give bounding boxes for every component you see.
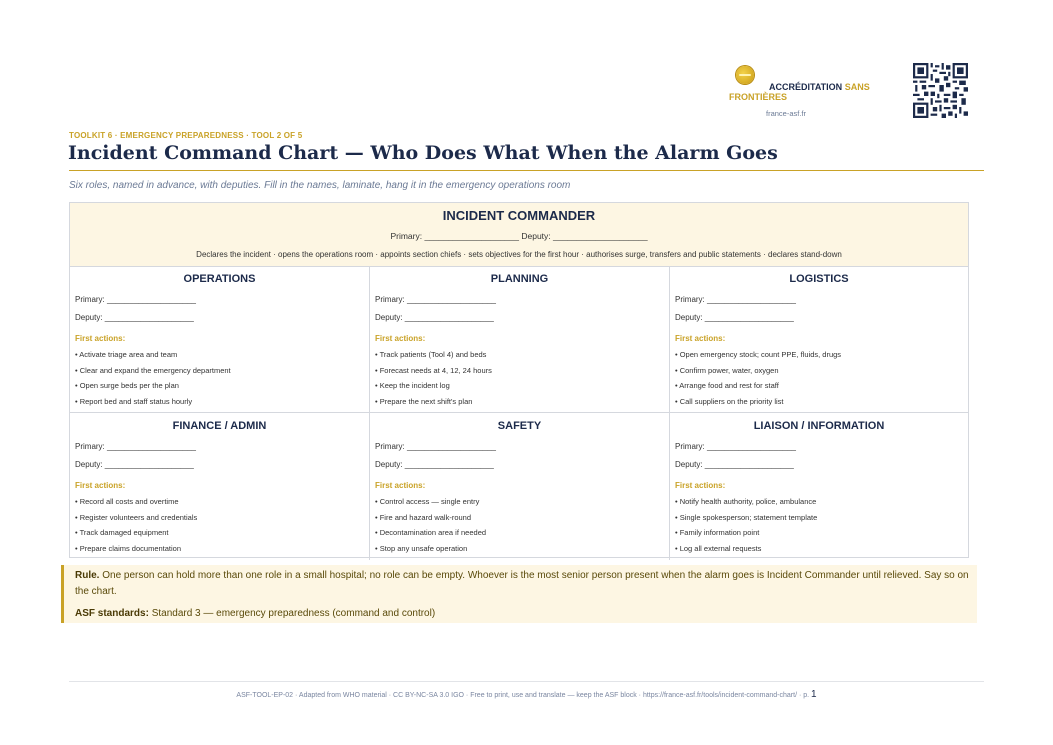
first-actions-label: First actions:: [375, 481, 426, 490]
action-item: • Activate triage area and team: [75, 350, 178, 359]
action-item: • Keep the incident log: [375, 381, 450, 390]
first-actions-label: First actions:: [375, 334, 426, 343]
primary-field: Primary: ____________________: [375, 442, 496, 451]
brand-name: [729, 82, 879, 102]
role-title: SAFETY: [497, 420, 542, 432]
page-title: Incident Command Chart — Who Does What When the Alarm Goes: [68, 142, 778, 164]
action-item: • Forecast needs at 4, 12, 24 hours: [375, 365, 492, 375]
action-item: • Open surge beds per the plan: [75, 381, 179, 390]
action-item: • Call suppliers on the priority list: [675, 396, 784, 406]
standards-text: Standard 3 — emergency preparedness (command and control): [151, 608, 436, 619]
action-item: • Prepare the next shift's plan: [375, 396, 473, 406]
standards-label: ASF standards:: [75, 608, 149, 619]
action-item: • Notify health authority, police, ambulance: [675, 497, 817, 506]
actions-list: [75, 497, 197, 559]
actions-list: [375, 497, 486, 559]
role-card-liaison-information: [670, 413, 968, 560]
deputy-field: Deputy: ____________________: [75, 460, 194, 469]
action-item: • Record all costs and overtime: [75, 497, 179, 506]
first-actions-label: First actions:: [75, 334, 126, 343]
action-item: • Track patients (Tool 4) and beds: [375, 350, 487, 359]
role-card-logistics: [670, 266, 968, 413]
primary-field: Primary: ____________________: [675, 442, 796, 451]
rule-paragraph: [75, 568, 975, 600]
qr-code-icon: [913, 63, 968, 118]
incident-commander-duties: Declares the incident · opens the operations room · appoints section chiefs · sets objectives for the first hour · authorises surge, transfers and public statements · declares stand-down: [196, 250, 842, 259]
role-title: LOGISTICS: [789, 273, 849, 285]
standards-paragraph: [75, 608, 435, 619]
action-item: • Register volunteers and credentials: [75, 512, 198, 522]
primary-field: Primary: ____________________: [75, 442, 196, 451]
rule-text: One person can hold more than one role in a small hospital; no role can be empty. Whoever is the most senior person present when the alarm goes is Incident Commander until relieved. Say so on the chart.: [75, 570, 969, 597]
deputy-field: Deputy: ____________________: [375, 313, 494, 322]
action-item: • Stop any unsafe operation: [375, 543, 468, 553]
deputy-field: Deputy: ____________________: [375, 460, 494, 469]
rule-label: Rule.: [75, 570, 100, 581]
deputy-field: Deputy: ____________________: [675, 313, 794, 322]
first-actions-label: First actions:: [75, 481, 126, 490]
brand-url: france-asf.fr: [766, 109, 807, 118]
role-title: OPERATIONS: [183, 273, 256, 285]
deputy-field: Deputy: ____________________: [675, 460, 794, 469]
first-actions-label: First actions:: [675, 334, 726, 343]
role-title: FINANCE / ADMIN: [172, 420, 267, 432]
footer: [0, 689, 1053, 700]
primary-field: Primary: ____________________: [75, 295, 196, 304]
action-item: • Confirm power, water, oxygen: [675, 365, 779, 375]
action-item: • Decontamination area if needed: [375, 528, 487, 537]
brand-name-part1: ACCRÉDITATION: [769, 82, 843, 92]
footer-divider: [69, 681, 984, 682]
title-divider: [69, 170, 984, 171]
toolkit-kicker: TOOLKIT 6 · EMERGENCY PREPAREDNESS · TOOL 2 OF 5: [69, 131, 303, 140]
role-title: PLANNING: [490, 273, 549, 285]
first-actions-label: First actions:: [675, 481, 726, 490]
incident-commander-title: INCIDENT COMMANDER: [442, 208, 596, 223]
action-item: • Single spokesperson; statement template: [675, 512, 818, 522]
footer-text: ASF-TOOL-EP-02 · Adapted from WHO material · CC BY-NC-SA 3.0 IGO · Free to print, use and translate — keep the ASF block · https://france-asf.fr/tools/incident-command-chart/ · p.: [236, 692, 810, 699]
page-number: 1: [811, 689, 817, 700]
action-item: • Open emergency stock; count PPE, fluids, drugs: [675, 350, 842, 359]
role-title: LIAISON / INFORMATION: [753, 420, 885, 432]
action-item: • Clear and expand the emergency department: [75, 365, 231, 375]
action-item: • Family information point: [675, 528, 760, 537]
actions-list: [375, 350, 492, 412]
role-card-safety: [370, 413, 670, 560]
deputy-field: Deputy: ____________________: [75, 313, 194, 322]
action-item: • Log all external requests: [675, 543, 762, 553]
action-item: • Arrange food and rest for staff: [675, 381, 779, 390]
actions-list: [75, 350, 231, 412]
rule-callout: [61, 565, 977, 623]
action-item: • Prepare claims documentation: [75, 543, 182, 553]
actions-list: [675, 350, 841, 412]
primary-field: Primary: ____________________: [675, 295, 796, 304]
role-card-finance-admin: [70, 413, 370, 560]
incident-commander-box: [70, 203, 968, 267]
action-item: • Track damaged equipment: [75, 528, 169, 537]
primary-field: Primary: ____________________: [375, 295, 496, 304]
page-subtitle: Six roles, named in advance, with deputies. Fill in the names, laminate, hang it in the emergency operations room: [69, 180, 571, 191]
action-item: • Report bed and staff status hourly: [75, 396, 193, 406]
action-item: • Fire and hazard walk-round: [375, 512, 472, 522]
incident-command-chart: [69, 202, 969, 558]
role-card-planning: [370, 266, 670, 413]
role-card-operations: [70, 266, 370, 413]
brand-name-part2: SANS FRONTIÈRES: [729, 82, 870, 102]
actions-list: [675, 497, 817, 559]
action-item: • Control access — single entry: [375, 497, 480, 506]
incident-commander-fields: Primary: ____________________ Deputy: ____________________: [390, 231, 648, 241]
